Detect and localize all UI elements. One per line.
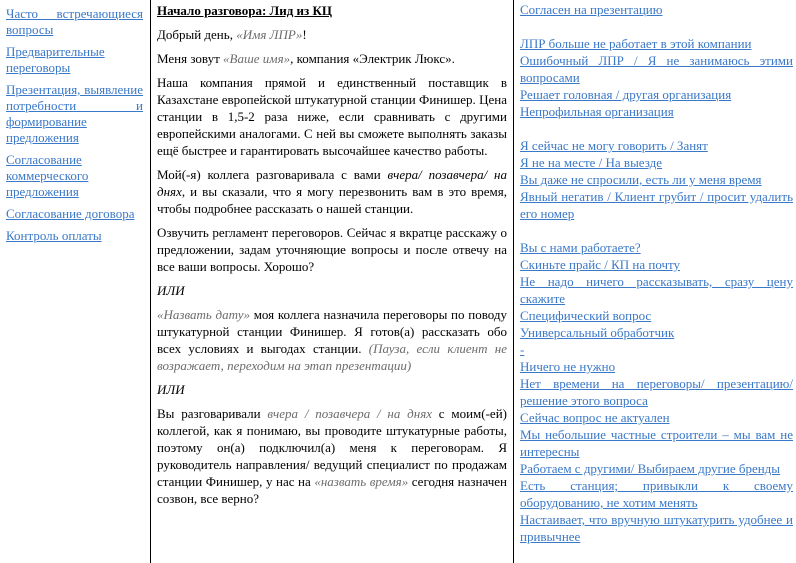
nav-link-presentation[interactable]: Презентация, выявление потребности и формирование предложения (6, 82, 143, 145)
response-link[interactable]: Явный негатив / Клиент грубит / просит удалить его номер (520, 189, 793, 221)
response-link[interactable]: Я не на месте / На выезде (520, 155, 663, 170)
talk-option-text: Вы разговаривали вчера / позавчера / на днях с моим(-ей) коллегой, как я понимаю, вы проводите штукатурные работы, поэтому он(а) подключил(а) меня к переговорам. Я руководитель направления/ ведущий специалист по продажам станции Финишер, у нас на «назвать время» сегодня назначен созвон, все верно? (157, 406, 508, 506)
intro-text: Меня зовут «Ваше имя», компания «Электрик Люкс». (157, 51, 455, 66)
script-title: Начало разговора: Лид из КЦ (157, 3, 333, 18)
pause-note: (Пауза, если клиент не возражает, переходим на этап презентации) (157, 341, 507, 373)
regulation-text: Озвучить регламент переговоров. Сейчас я вкратце расскажу о предложении, задам уточняющие вопросы и после отвечу на все ваши вопросы. Хорошо? (157, 225, 507, 274)
response-link[interactable]: Непрофильная организация (520, 104, 674, 119)
nav-link-preliminary-negotiations[interactable]: Предварительные переговоры (6, 44, 105, 75)
left-nav (0, 0, 149, 563)
date-placeholder: «Назвать дату» (157, 307, 250, 322)
response-link[interactable]: Вы даже не спросили, есть ли у меня время (520, 172, 762, 187)
when-placeholder: вчера / позавчера / на днях (267, 406, 433, 421)
greeting-text: Добрый день, «Имя ЛПР»! (157, 27, 307, 42)
nav-link-faq[interactable]: Часто встречающиеся вопросы (6, 6, 143, 37)
nav-link-commercial-offer[interactable]: Согласование коммерческого предложения (6, 152, 89, 199)
or-separator: ИЛИ (157, 382, 185, 397)
response-link[interactable]: Скиньте прайс / КП на почту (520, 257, 681, 272)
script-content (150, 0, 514, 563)
lpr-name-placeholder: «Имя ЛПР» (236, 27, 303, 42)
response-link[interactable]: Мы небольшие частные строители – мы вам не интересны (520, 427, 793, 459)
response-link[interactable]: Не надо ничего рассказывать, сразу цену скажите (520, 274, 793, 306)
company-text: Наша компания прямой и единственный поставщик в Казахстане европейской штукатурной станции Финишер. Цена станции в 1,5-2 раза ниже, если сравнивать с другими европейскими аналогами. С ней вы сможете выполнять заказы ещё быстрее и гарантировать высочайшее качество работы. (157, 75, 507, 158)
nav-link-payment-control[interactable]: Контроль оплаты (6, 228, 102, 243)
response-link[interactable]: Ошибочный ЛПР / Я не занимаюсь этими вопросами (520, 53, 793, 85)
group-separator: - (520, 342, 525, 357)
colleague-text: Мой(-я) коллега разговаривала с вами вчера/ позавчера/ на днях, и вы сказали, что я могу перезвонить вам в это время, чтобы подробнее рассказать о нашей станции. (157, 167, 507, 216)
group-gap (520, 222, 793, 239)
group-gap (520, 120, 793, 137)
group-gap (520, 18, 793, 35)
response-link[interactable]: Решает головная / другая организация (520, 87, 732, 102)
response-link[interactable]: Ничего не нужно (520, 359, 616, 374)
response-link[interactable]: Вы с нами работаете? (520, 240, 641, 255)
response-link[interactable]: Работаем с другими/ Выбираем другие бренды (520, 461, 781, 476)
date-option-text: «Назвать дату» моя коллега назначила переговоры по поводу штукатурной станции Финишер. Я готов(а) рассказать обо всех условиях и выгодах станции. (Пауза, если клиент не возражает, переходим на этап презентации) (157, 307, 507, 373)
response-link[interactable]: Нет времени на переговоры/ презентацию/ решение этого вопроса (520, 376, 793, 408)
or-separator: ИЛИ (157, 283, 185, 298)
response-link[interactable]: Специфический вопрос (520, 308, 652, 323)
nav-link-contract[interactable]: Согласование договора (6, 206, 135, 221)
response-link[interactable]: Настаивает, что вручную штукатурить удобнее и привычнее (520, 512, 793, 544)
response-link[interactable]: ЛПР больше не работает в этой компании (520, 36, 752, 51)
response-link[interactable]: Универсальный обработчик (520, 325, 675, 340)
response-link[interactable]: Есть станция; привыкли к своему оборудованию, не хотим менять (520, 478, 793, 510)
response-link[interactable]: Сейчас вопрос не актуален (520, 410, 670, 425)
response-link[interactable]: Согласен на презентацию (520, 2, 663, 17)
responses-panel (515, 0, 796, 563)
when-placeholder: вчера/ позавчера/ на днях (157, 167, 507, 199)
your-name-placeholder: «Ваше имя» (223, 51, 291, 66)
response-link[interactable]: Я сейчас не могу говорить / Занят (520, 138, 708, 153)
time-placeholder: «назвать время» (314, 474, 409, 489)
